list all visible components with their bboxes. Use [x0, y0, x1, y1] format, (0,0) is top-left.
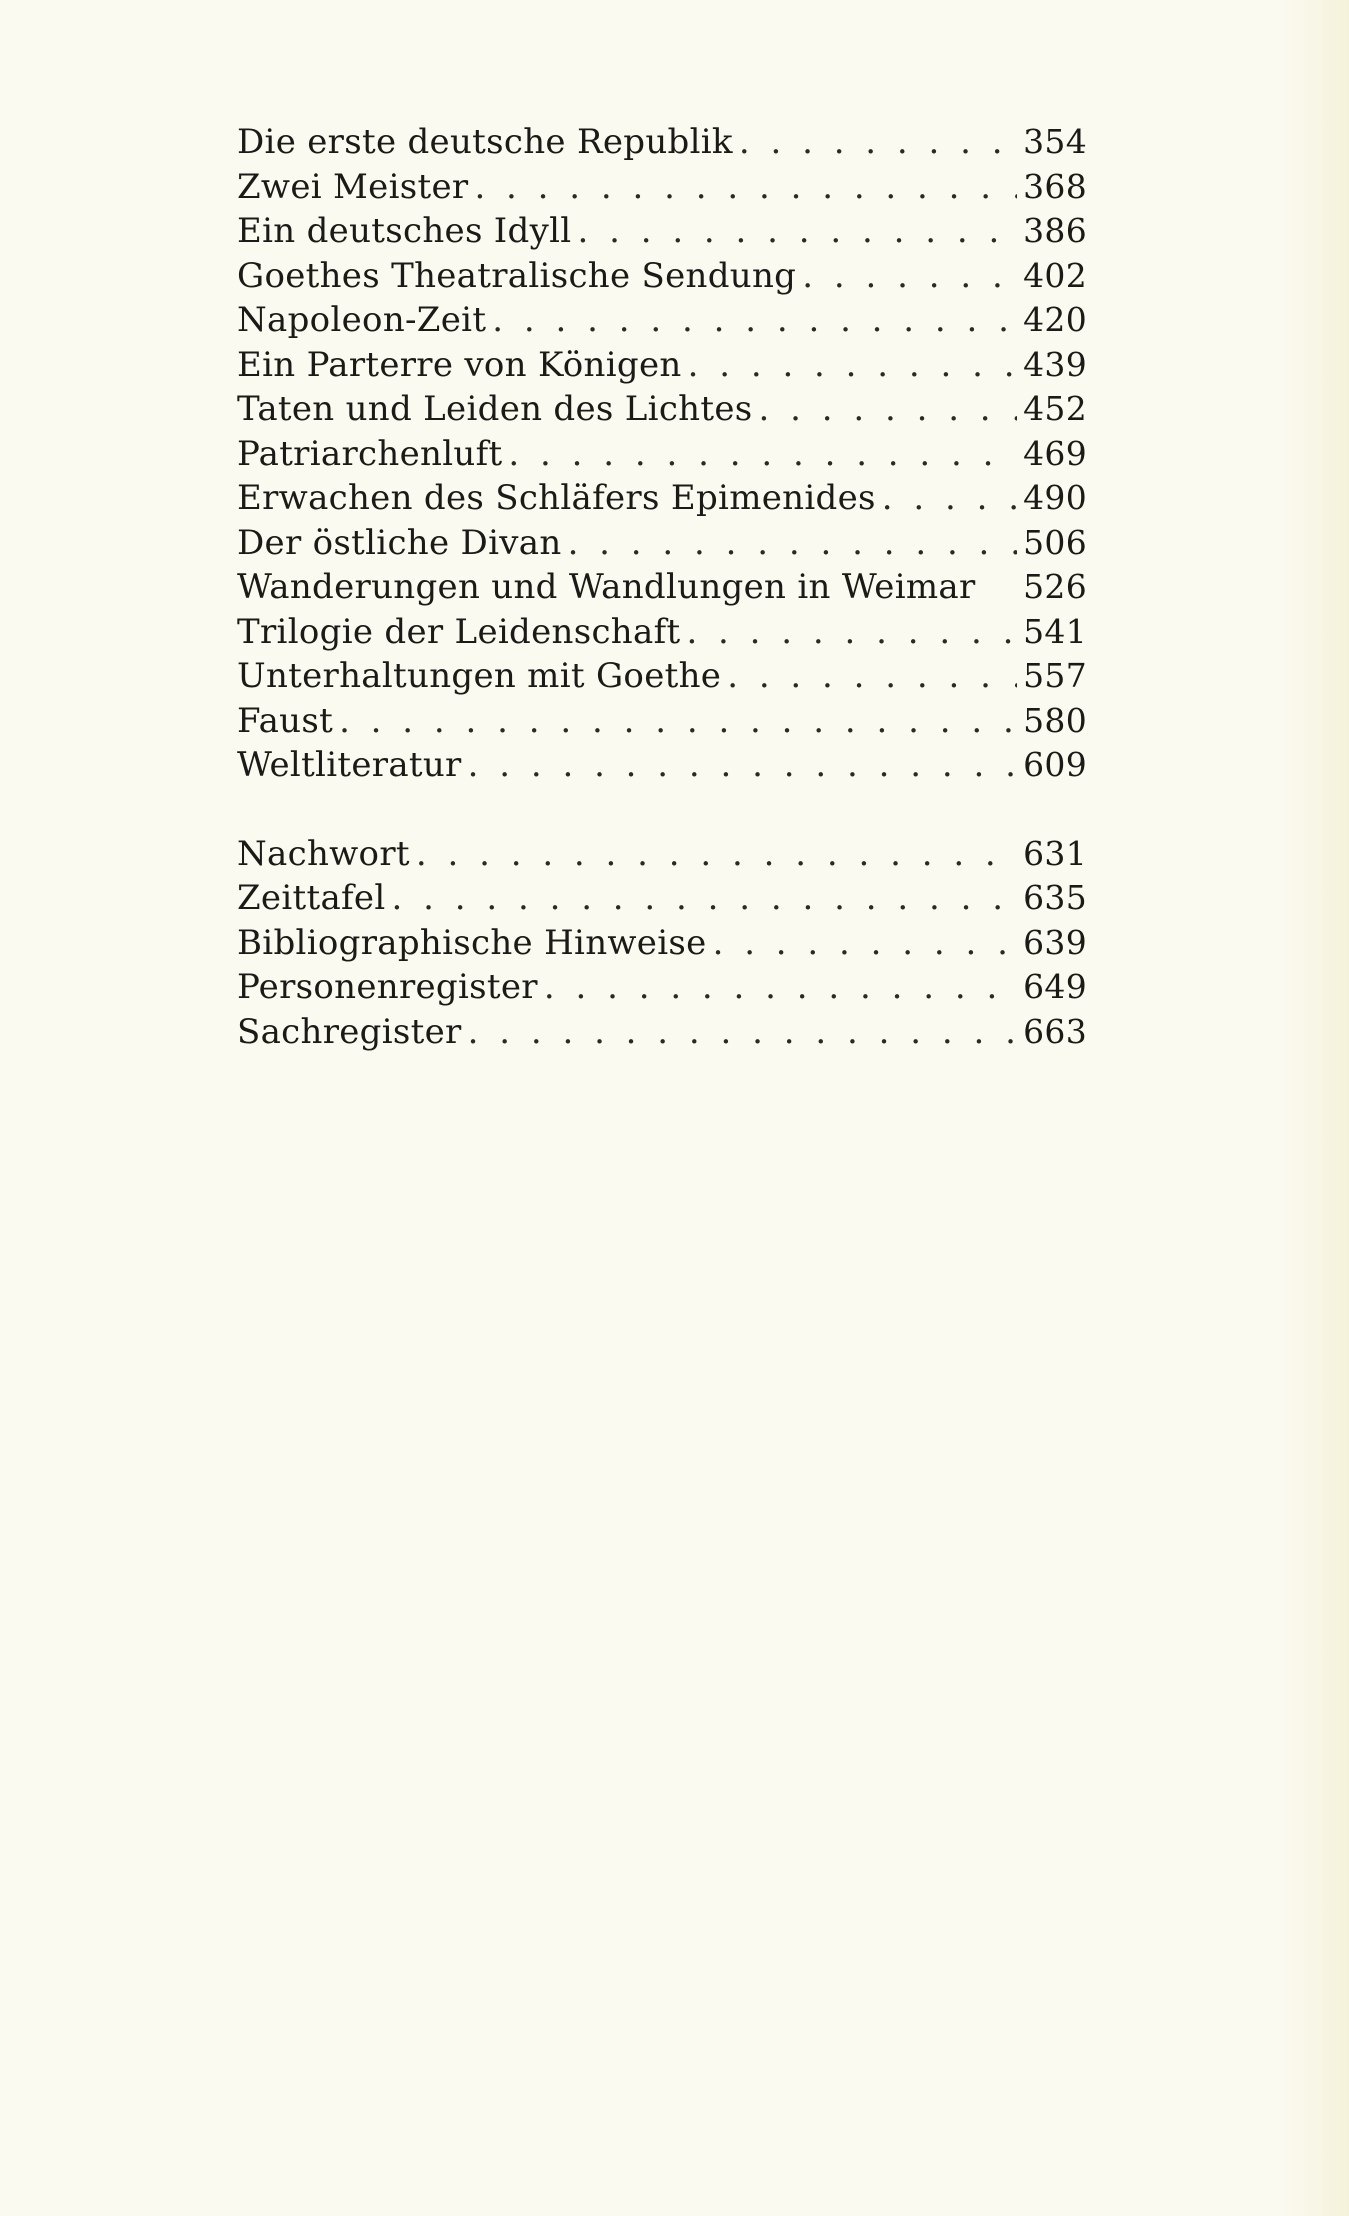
- entry-title: Goethes Theatralische Sendung: [237, 255, 797, 296]
- entry-title: Trilogie der Leidenschaft: [237, 611, 681, 652]
- entry-title: Ein deutsches Idyll: [237, 211, 572, 251]
- dot-leader: [462, 1010, 1017, 1055]
- entry-page-number: 649: [1023, 967, 1087, 1006]
- entry-page-number: 541: [1023, 611, 1087, 651]
- dot-leader: [486, 298, 1017, 343]
- toc-entry: [237, 343, 1087, 388]
- toc-entry: [237, 610, 1087, 655]
- entry-page-number: 368: [1023, 166, 1087, 206]
- entry-page-number: 631: [1023, 833, 1087, 873]
- dot-leader: [502, 432, 1017, 477]
- toc-section-chapters: [237, 120, 1087, 788]
- entry-page-number: 526: [1023, 567, 1087, 606]
- entry-title: Faust: [237, 700, 334, 741]
- toc-entry: [237, 387, 1087, 432]
- entry-page-number: 354: [1023, 122, 1087, 161]
- dot-leader: [707, 921, 1017, 966]
- toc-entry: [237, 565, 1087, 610]
- toc-entry: [237, 476, 1087, 521]
- toc-entry: [237, 832, 1087, 877]
- entry-page-number: 663: [1023, 1011, 1087, 1051]
- entry-page-number: 609: [1023, 745, 1087, 784]
- dot-leader: [468, 165, 1017, 210]
- toc-entry: [237, 876, 1087, 921]
- entry-page-number: 557: [1023, 656, 1087, 695]
- toc-entry: [237, 965, 1087, 1010]
- entry-title: Die erste deutsche Republik: [237, 122, 733, 162]
- entry-title: Sachregister: [237, 1011, 462, 1052]
- entry-title: Nachwort: [237, 833, 410, 874]
- entry-title: Patriarchenluft: [237, 433, 503, 474]
- entry-title: Personenregister: [237, 967, 538, 1007]
- toc-entry: [237, 654, 1087, 699]
- dot-leader: [333, 699, 1017, 744]
- dot-leader: [386, 876, 1018, 921]
- entry-title: Zwei Meister: [237, 166, 469, 207]
- toc-entry: [237, 743, 1087, 788]
- entry-page-number: 490: [1023, 478, 1087, 517]
- entry-title: Unterhaltungen mit Goethe: [237, 656, 722, 696]
- entry-page-number: 580: [1023, 700, 1087, 740]
- entry-page-number: 439: [1023, 344, 1087, 384]
- entry-page-number: 635: [1023, 878, 1087, 917]
- dot-leader: [796, 254, 1017, 299]
- entry-title: Ein Parterre von Königen: [237, 344, 682, 385]
- entry-page-number: 506: [1023, 522, 1087, 562]
- entry-title: Taten und Leiden des Lichtes: [237, 389, 753, 429]
- entry-page-number: 420: [1023, 300, 1087, 339]
- dot-leader: [733, 120, 1017, 165]
- toc-entry: [237, 254, 1087, 299]
- toc-entry: [237, 209, 1087, 254]
- toc-entry: [237, 699, 1087, 744]
- dot-leader: [680, 610, 1017, 655]
- entry-title: Wanderungen und Wandlungen in Weimar: [237, 567, 976, 607]
- dot-leader: [753, 387, 1018, 432]
- toc-section-appendix: [237, 832, 1087, 1055]
- toc-entry: [237, 432, 1087, 477]
- entry-title: Erwachen des Schläfers Epimenides: [237, 478, 876, 518]
- entry-page-number: 386: [1023, 211, 1087, 250]
- toc-entry: [237, 165, 1087, 210]
- dot-leader: [682, 343, 1017, 388]
- table-of-contents: [237, 120, 1087, 1054]
- entry-title: Der östliche Divan: [237, 522, 562, 563]
- toc-entry: [237, 921, 1087, 966]
- dot-leader: [410, 832, 1017, 877]
- toc-entry: [237, 1010, 1087, 1055]
- dot-leader: [721, 654, 1017, 699]
- toc-entry: [237, 120, 1087, 165]
- dot-leader: [562, 521, 1017, 566]
- dot-leader: [571, 209, 1017, 254]
- dot-leader: [462, 743, 1017, 788]
- entry-page-number: 402: [1023, 255, 1087, 295]
- entry-title: Napoleon-Zeit: [237, 300, 487, 340]
- entry-title: Bibliographische Hinweise: [237, 922, 707, 963]
- entry-page-number: 452: [1023, 389, 1087, 428]
- entry-title: Zeittafel: [237, 878, 386, 918]
- dot-leader: [538, 965, 1017, 1010]
- toc-entry: [237, 298, 1087, 343]
- entry-title: Weltliteratur: [237, 745, 462, 785]
- page-edge-tint: [1279, 0, 1349, 2216]
- entry-page-number: 469: [1023, 433, 1087, 473]
- toc-entry: [237, 521, 1087, 566]
- dot-leader: [876, 476, 1017, 521]
- entry-page-number: 639: [1023, 922, 1087, 962]
